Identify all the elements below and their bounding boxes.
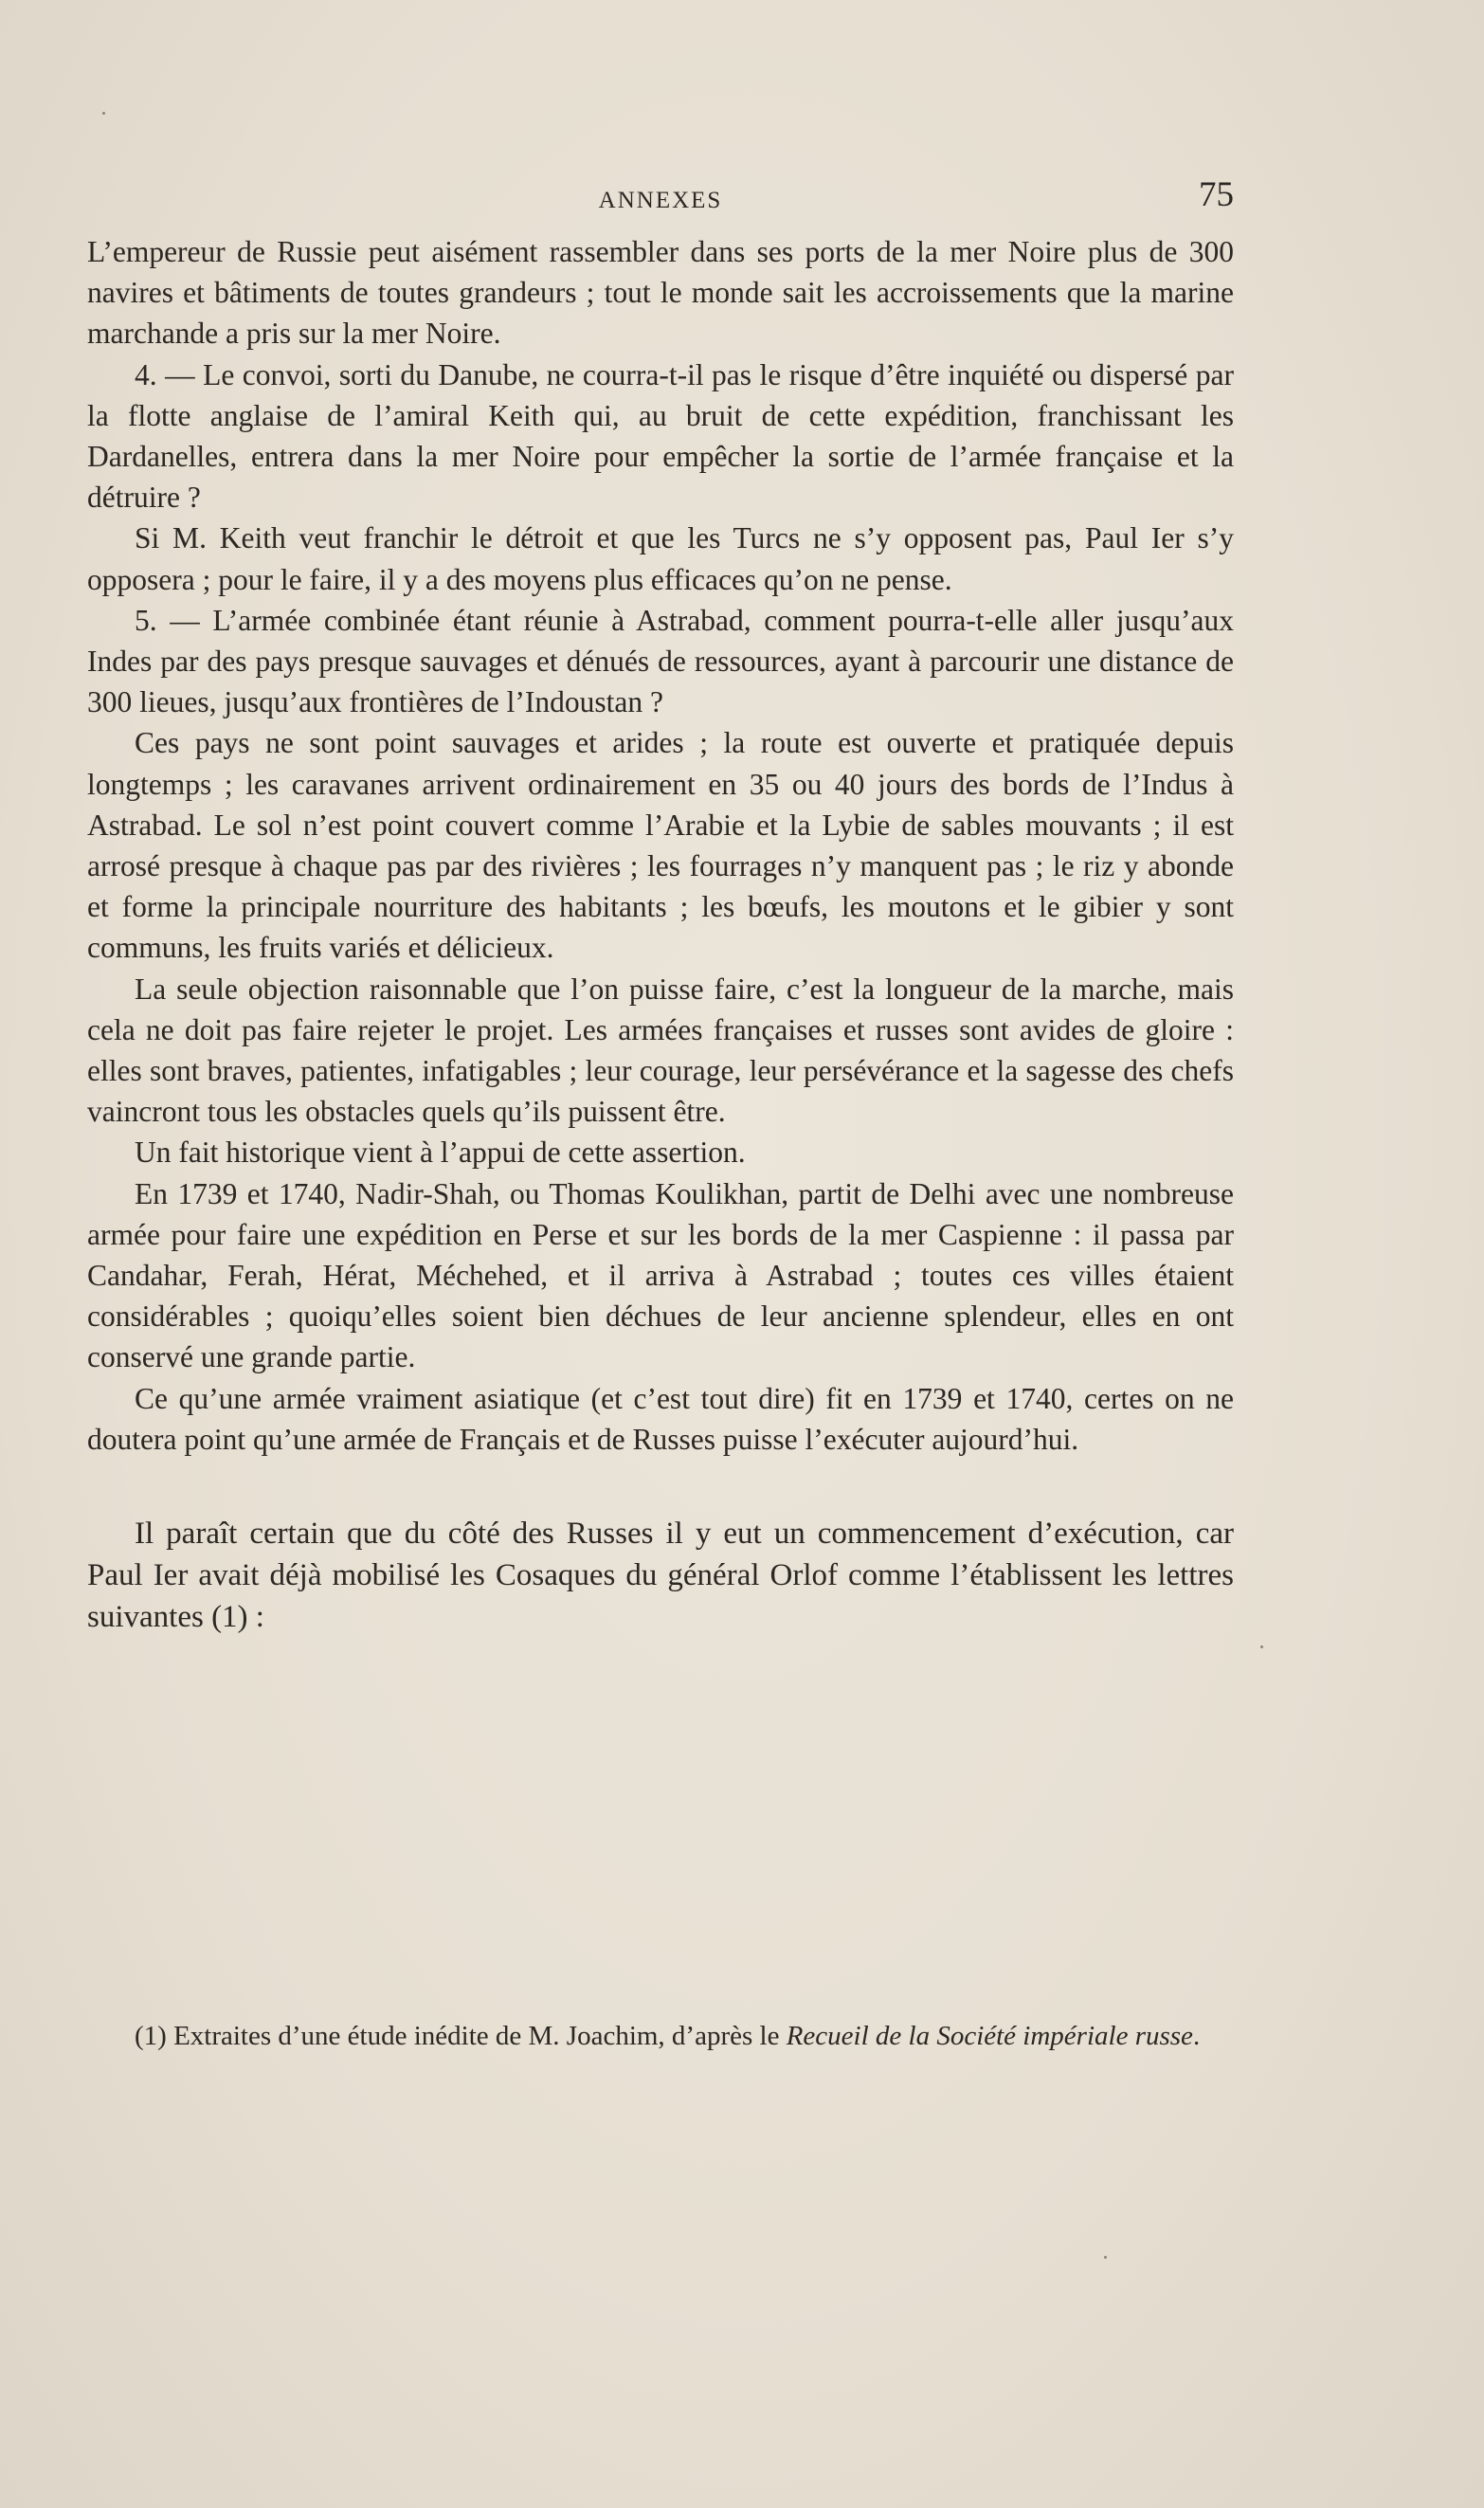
paragraph: Un fait historique vient à l’appui de cette assertion. (135, 1136, 746, 1170)
footnote-title: Recueil de la Société impériale russe (786, 2021, 1193, 2051)
paper-speck (1104, 2256, 1107, 2259)
paragraph: 5. — L’armée combinée étant réunie à Astrabad, comment pourra-t-elle aller jusqu’aux Indes par des pays presque sauvages et dénués de ressources, ayant à parcourir une distance de 300 lieues, jusqu’aux frontières de l’Indoustan ? (87, 603, 1234, 719)
page-header (87, 175, 1234, 226)
running-head: ANNEXES (598, 188, 723, 213)
paragraph: En 1739 et 1740, Nadir-Shah, ou Thomas Koulikhan, partit de Delhi avec une nombreuse armée pour faire une expédition en Perse et sur les bords de la mer Caspienne : il passa par Candahar, Ferah, Hérat, Méchehed, et il arriva à Astrabad ; toutes ces villes étaient considérables ; quoiqu’elles soient bien déchues de leur ancienne splendeur, elles en ont conservé une grande partie. (87, 1176, 1234, 1374)
paper-speck (102, 112, 105, 115)
footnote (87, 2017, 1234, 2055)
paragraph: Ce qu’une armée vraiment asiatique (et c’est tout dire) fit en 1739 et 1740, certes on ne doutera point qu’une armée de Français et de Russes puisse l’exécuter aujourd’hui. (87, 1381, 1234, 1456)
paragraph: 4. — Le convoi, sorti du Danube, ne courra-t-il pas le risque d’être inquiété ou dispersé par la flotte anglaise de l’amiral Keith qui, au bruit de cette expédition, franchissant les Dardanelles, entrera dans la mer Noire pour empêcher la sortie de l’armée française et la détruire ? (87, 357, 1234, 515)
body-text (87, 231, 1234, 1638)
footnote-end: . (1192, 2021, 1201, 2051)
paragraph: La seule objection raisonnable que l’on puisse faire, c’est la longueur de la marche, mais cela ne doit pas faire rejeter le projet. Les armées françaises et russes sont avides de gloire : elles sont braves, patientes, infatigables ; leur courage, leur persévérance et la sagesse des chefs vaincront tous les obstacles quels qu’ils puissent être. (87, 972, 1234, 1129)
paper-speck (1260, 1645, 1263, 1648)
paragraph: Ces pays ne sont point sauvages et arides ; la route est ouverte et pratiquée depuis longtemps ; les caravanes arrivent ordinairement en 35 ou 40 jours des bords de l’Indus à Astrabad. Le sol n’est point couvert comme l’Arabie et la Lybie de sables mouvants ; il est arrosé presque à chaque pas par des rivières ; les fourrages n’y manquent pas ; le riz y abonde et forme la principale nourriture des habitants ; les bœufs, les moutons et le gibier y sont communs, les fruits variés et délicieux. (87, 726, 1234, 965)
paragraph: L’empereur de Russie peut aisément rassembler dans ses ports de la mer Noire plus de 300 navires et bâtiments de toutes grandeurs ; tout le monde sait les accroissements que la marine marchande a pris sur la mer Noire. (87, 235, 1234, 351)
paragraph: Il paraît certain que du côté des Russes il y eut un commencement d’exécution, car Paul Ier avait déjà mobilisé les Cosaques du général Orlof comme l’établissent les lettres suivantes (1) : (87, 1517, 1234, 1635)
page-number: 75 (1199, 175, 1234, 214)
footnote-text: (1) Extraites d’une étude inédite de M. Joachim, d’après le (135, 2021, 787, 2051)
paragraph: Si M. Keith veut franchir le détroit et que les Turcs ne s’y opposent pas, Paul Ier s’y opposera ; pour le faire, il y a des moyens plus efficaces qu’on ne pense. (87, 521, 1234, 596)
